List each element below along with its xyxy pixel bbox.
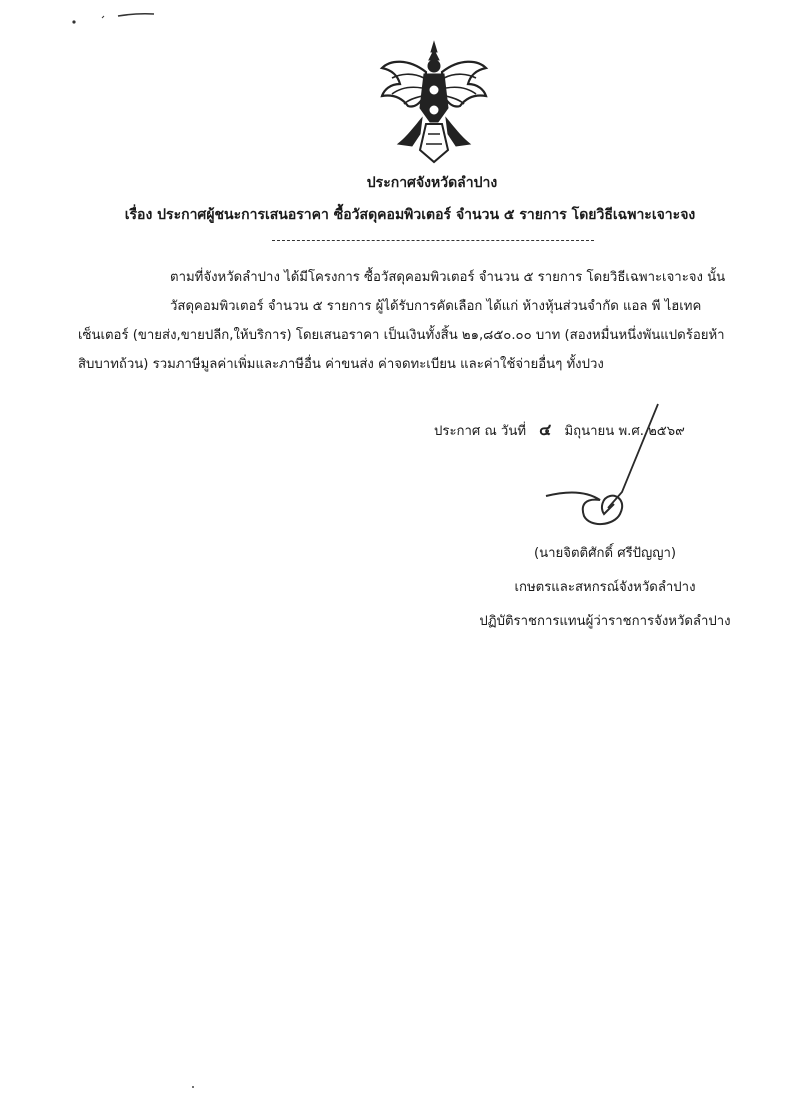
document-title: ประกาศจังหวัดลำปาง — [366, 175, 498, 191]
scan-speck — [192, 1086, 194, 1088]
signatory-name: (นายจิตติศักดิ์ ศรีปัญญา) — [533, 546, 677, 561]
body-line: เซ็นเตอร์ (ขายส่ง,ขายปลีก,ให้บริการ) โดยเสนอราคา เป็นเงินทั้งสิ้น ๒๑,๘๕๐.๐๐ บาท (สองหมื่นหนึ่งพันแปดร้อยห้า — [78, 328, 725, 343]
body-line: สิบบาทถ้วน) รวมภาษีมูลค่าเพิ่มและภาษีอื่น ค่าขนส่ง ค่าจดทะเบียน และค่าใช้จ่ายอื่นๆ ทั้งปวง — [78, 357, 604, 372]
signatory-position: เกษตรและสหกรณ์จังหวัดลำปาง — [514, 580, 696, 595]
date-day-handwritten: ๔ — [539, 420, 552, 439]
scan-mark — [70, 6, 160, 30]
garuda-emblem-icon — [378, 38, 490, 166]
date-prefix: ประกาศ ณ วันที่ — [434, 424, 527, 439]
document-subject: เรื่อง ประกาศผู้ชนะการเสนอราคา ซื้อวัสดุคอมพิวเตอร์ จำนวน ๕ รายการ โดยวิธีเฉพาะเจาะจง — [124, 207, 696, 223]
handwritten-signature — [540, 400, 680, 540]
body-line: วัสดุคอมพิวเตอร์ จำนวน ๕ รายการ ผู้ได้รับการคัดเลือก ได้แก่ ห้างหุ้นส่วนจำกัด แอล พี ไฮเทค — [170, 299, 702, 314]
separator-rule — [272, 240, 594, 241]
signatory-acting-for: ปฏิบัติราชการแทนผู้ว่าราชการจังหวัดลำปาง — [479, 614, 731, 629]
date-suffix: มิถุนายน พ.ศ. ๒๕๖๙ — [564, 424, 685, 439]
body-line: ตามที่จังหวัดลำปาง ได้มีโครงการ ซื้อวัสดุคอมพิวเตอร์ จำนวน ๕ รายการ โดยวิธีเฉพาะเจาะจง นั้น — [170, 270, 726, 285]
